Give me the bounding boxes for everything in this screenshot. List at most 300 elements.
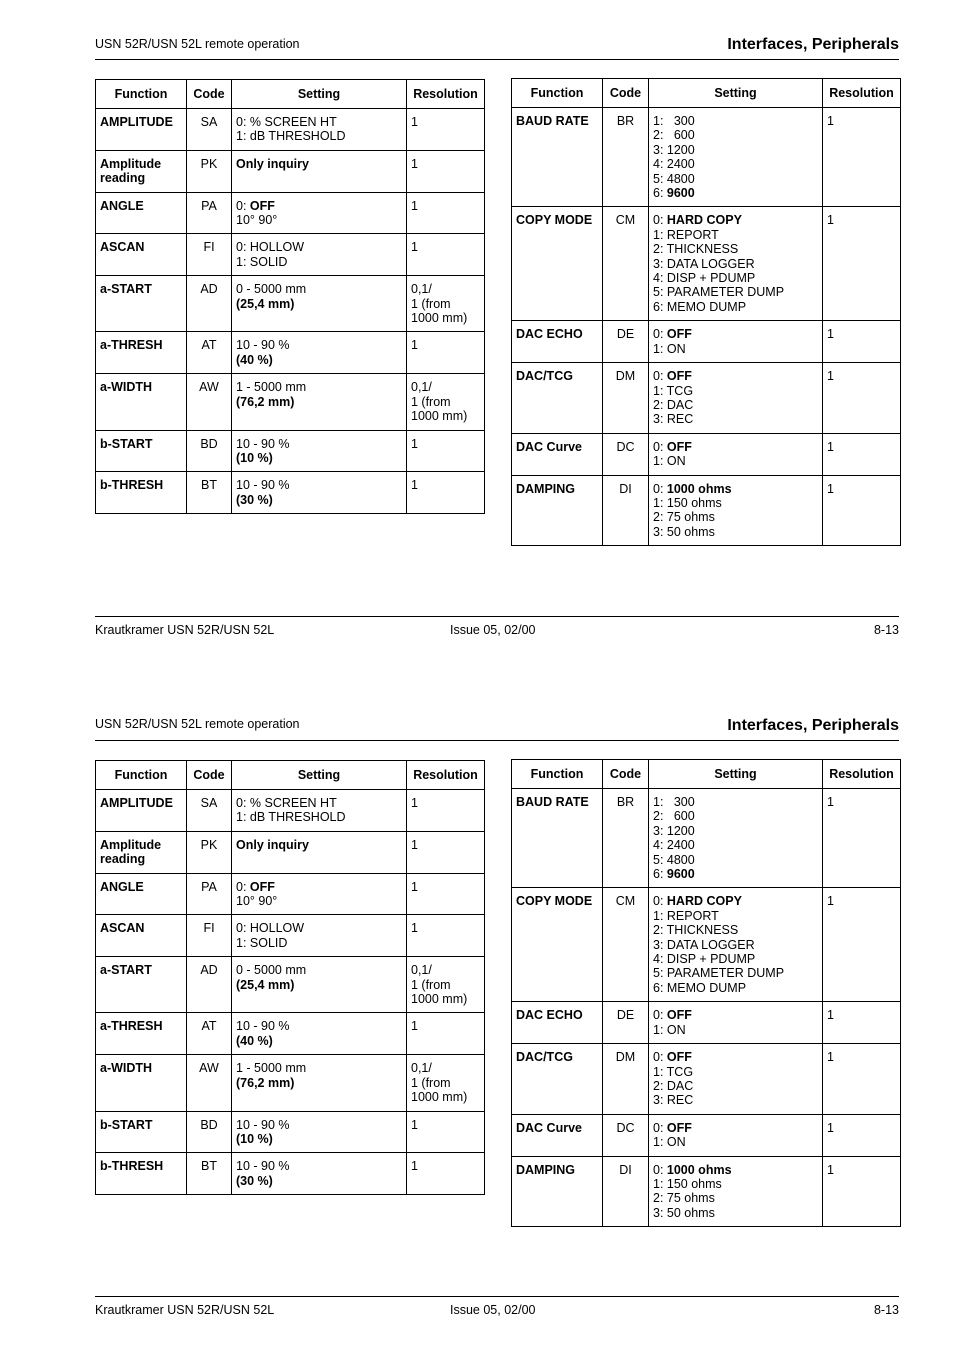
resolution-line: 1 [411,1159,418,1174]
page-top [0,0,954,675]
setting-line [236,478,402,492]
setting-text: 4: 2400 [653,157,695,172]
setting-text: 10° 90° [236,894,278,909]
setting-default-value: 1000 ohms [666,481,732,496]
table-row [512,1044,901,1115]
setting-line [653,482,818,496]
column-header-resolution: Resolution [407,80,485,109]
resolution-cell [823,108,901,207]
resolution-line: 1 [411,436,418,451]
function-code: PK [187,831,232,873]
table-row [512,1114,901,1156]
function-name: COPY MODE [512,888,603,1002]
setting-text: 2: DAC [653,1078,694,1093]
function-name: a-WIDTH [96,374,187,430]
footer-left: Krautkramer USN 52R/USN 52L [95,1303,275,1317]
setting-line [236,213,402,227]
function-name: a-THRESH [96,1013,187,1055]
header-rule [95,59,899,60]
setting-text: 1: SOLID [236,254,288,269]
function-code: DE [603,321,649,363]
footer-page-number: 8-13 [873,623,899,637]
resolution-cell [407,276,485,332]
setting-cell [232,915,407,957]
setting-text: 2: 600 [653,809,695,824]
resolution-line: 1 [411,796,418,810]
setting-text: 1: 150 ohms [653,495,722,510]
resolution-cell [407,472,485,514]
table-row [512,789,901,888]
setting-line [236,297,402,311]
function-code: FI [187,234,232,276]
function-name: b-START [96,430,187,472]
setting-text: 5: PARAMETER DUMP [653,966,785,981]
resolution-line: 1 [411,837,418,852]
column-header-function: Function [96,80,187,109]
resolution-cell [407,1055,485,1111]
resolution-line: 1 [827,894,834,909]
table-row [96,915,485,957]
resolution-cell [823,1044,901,1115]
resolution-cell [407,430,485,472]
function-name: a-THRESH [96,332,187,374]
setting-text: 1: 150 ohms [653,1176,722,1191]
setting-line [653,909,818,923]
setting-text: 1: dB THRESHOLD [236,810,346,825]
table-row [96,1013,485,1055]
setting-default-value: OFF [666,1050,692,1065]
function-code: DC [603,1114,649,1156]
setting-line [653,157,818,171]
resolution-cell [407,790,485,832]
setting-text: 0: [653,1008,667,1023]
resolution-cell [823,1156,901,1227]
header-left: USN 52R/USN 52L remote operation [95,37,300,51]
table-row [96,957,485,1013]
column-header-setting: Setting [649,79,823,108]
function-code: DC [603,433,649,475]
setting-cell [649,321,823,363]
resolution-line: 1 [411,115,418,129]
resolution-line: 1 [827,481,834,496]
setting-cell [649,1114,823,1156]
column-header-function: Function [96,761,187,790]
function-name: DAMPING [512,475,603,546]
setting-line [653,1065,818,1079]
setting-line [653,186,818,200]
column-header-code: Code [603,760,649,789]
column-header-resolution: Resolution [823,79,901,108]
setting-text: 2: 75 ohms [653,510,715,525]
setting-line [653,1191,818,1205]
setting-line [236,395,402,409]
function-code: SA [187,790,232,832]
setting-cell [649,433,823,475]
column-header-function: Function [512,760,603,789]
setting-line [653,172,818,186]
function-table-right [511,78,901,546]
setting-line [236,380,402,394]
setting-line [653,242,818,256]
setting-text: 10 - 90 % [236,1019,290,1034]
setting-text: 0 - 5000 mm [236,963,307,978]
setting-line [236,963,402,977]
page-bottom [0,680,954,1355]
setting-line [653,384,818,398]
resolution-cell [407,109,485,151]
setting-text: 10° 90° [236,213,278,228]
header-rule [95,740,899,741]
setting-line [653,1206,818,1220]
footer-page-number: 8-13 [873,1303,899,1317]
setting-cell [232,957,407,1013]
setting-line [653,510,818,524]
header-title: Interfaces, Peripherals [727,717,899,734]
setting-text: 10 - 90 % [236,338,290,353]
function-name: DAC Curve [512,433,603,475]
function-name [96,831,187,873]
setting-line [653,398,818,412]
setting-line [236,880,402,894]
column-header-resolution: Resolution [823,760,901,789]
table-row [512,363,901,434]
setting-text: 3: REC [653,1093,694,1108]
setting-cell [232,1153,407,1195]
setting-cell [232,109,407,151]
function-name: a-WIDTH [96,1055,187,1111]
setting-text: 0: [653,1050,667,1065]
setting-text: 0: HOLLOW [236,240,305,255]
setting-text: 6: MEMO DUMP [653,980,747,995]
setting-default-value: OFF [666,327,692,342]
setting-line [236,1132,402,1146]
setting-default-value: OFF [666,369,692,384]
setting-default-value: 9600 [666,186,695,201]
setting-text: 3: 50 ohms [653,1205,715,1220]
function-code: CM [603,888,649,1002]
setting-text: 3: 1200 [653,142,695,157]
setting-default-value: OFF [666,439,692,454]
resolution-cell [823,321,901,363]
setting-text: 3: 50 ohms [653,524,715,539]
function-name: AMPLITUDE [96,790,187,832]
resolution-line: 1 (from [411,977,451,992]
table-row [96,192,485,234]
function-name: DAC Curve [512,1114,603,1156]
function-code: DM [603,363,649,434]
resolution-line: 0,1/ [411,963,432,978]
column-header-setting: Setting [232,761,407,790]
resolution-cell [823,363,901,434]
function-code: PK [187,150,232,192]
setting-cell [232,276,407,332]
setting-line [653,369,818,383]
column-header-code: Code [603,79,649,108]
setting-text: 1: dB THRESHOLD [236,129,346,144]
setting-default-value: 1000 ohms [666,1162,732,1177]
setting-text: 2: THICKNESS [653,242,739,257]
function-code: AD [187,957,232,1013]
setting-line [653,525,818,539]
setting-line [653,440,818,454]
setting-text: 1: REPORT [653,908,719,923]
setting-text: 0: [653,439,667,454]
table-row [96,831,485,873]
setting-line [653,271,818,285]
table-row [96,1111,485,1153]
setting-cell [649,1156,823,1227]
table-row [96,430,485,472]
setting-text: 1 - 5000 mm [236,1061,307,1076]
function-name [96,150,187,192]
setting-default-value: (30 %) [236,492,273,507]
setting-text: 1: TCG [653,383,694,398]
function-name: BAUD RATE [512,789,603,888]
function-name: DAC/TCG [512,363,603,434]
setting-line [653,795,818,809]
setting-cell [232,150,407,192]
function-code: BD [187,430,232,472]
resolution-line: 1 [411,156,418,171]
function-code: DM [603,1044,649,1115]
setting-line [653,1163,818,1177]
resolution-line: 1 [827,1050,834,1065]
resolution-line: 1 [827,369,834,384]
footer-left: Krautkramer USN 52R/USN 52L [95,623,275,637]
table-row [512,433,901,475]
setting-line [653,285,818,299]
setting-text: 1: TCG [653,1064,694,1079]
setting-cell [232,234,407,276]
setting-text: 2: DAC [653,397,694,412]
setting-line [653,838,818,852]
setting-line [236,157,402,171]
resolution-line: 1000 mm) [411,409,468,424]
setting-default-value: (40 %) [236,352,273,367]
resolution-cell [823,475,901,546]
setting-line [653,496,818,510]
function-name: a-START [96,957,187,1013]
function-name-part: Amplitude [100,156,162,171]
setting-line [236,936,402,950]
setting-cell [649,888,823,1002]
table-row [512,321,901,363]
setting-cell [649,1002,823,1044]
column-header-function: Function [512,79,603,108]
resolution-cell [823,433,901,475]
footer-rule [95,1296,899,1297]
resolution-cell [407,192,485,234]
setting-line [653,228,818,242]
setting-cell [232,332,407,374]
setting-line [236,129,402,143]
setting-text: 4: DISP + PDUMP [653,271,756,286]
header-title: Interfaces, Peripherals [727,36,899,53]
setting-text: 3: 1200 [653,823,695,838]
setting-text: 2: 600 [653,128,695,143]
table-row [96,472,485,514]
resolution-line: 1 (from [411,394,451,409]
setting-text: 0 - 5000 mm [236,282,307,297]
setting-text: 0: % SCREEN HT [236,115,337,129]
setting-default-value: (76,2 mm) [236,394,295,409]
table-row [96,150,485,192]
table-header-row [96,80,485,109]
setting-text: 0: [236,879,250,894]
resolution-cell [407,234,485,276]
setting-line [653,1121,818,1135]
table-row [96,873,485,915]
function-code: AT [187,1013,232,1055]
setting-default-value: OFF [249,879,275,894]
resolution-cell [823,888,901,1002]
setting-line [653,894,818,908]
resolution-cell [823,789,901,888]
function-code: PA [187,192,232,234]
table-row [512,475,901,546]
setting-default-value: (10 %) [236,1131,273,1146]
setting-cell [232,790,407,832]
setting-default-value: OFF [249,198,275,213]
setting-cell [232,374,407,430]
function-code: AW [187,374,232,430]
setting-cell [649,1044,823,1115]
table-row [512,1002,901,1044]
resolution-cell [407,915,485,957]
resolution-line: 1 [827,114,834,128]
resolution-cell [407,1013,485,1055]
resolution-line: 1 [411,879,418,894]
setting-line [236,1174,402,1188]
setting-text: 1: 300 [653,114,695,128]
setting-line [653,114,818,128]
setting-text: 0: [653,1120,667,1135]
setting-line [653,923,818,937]
setting-text: 10 - 90 % [236,436,290,451]
function-code: BR [603,789,649,888]
setting-line [236,1034,402,1048]
function-code: BT [187,1153,232,1195]
resolution-line: 1000 mm) [411,992,468,1007]
setting-line [236,1076,402,1090]
table-row [96,374,485,430]
setting-text: 5: 4800 [653,852,695,867]
setting-line [653,809,818,823]
setting-cell [232,1111,407,1153]
setting-text: 0: [653,1162,667,1177]
setting-text: 1: SOLID [236,935,288,950]
setting-text: 5: 4800 [653,171,695,186]
setting-text: 0: HOLLOW [236,921,305,936]
setting-line [653,1093,818,1107]
setting-default-value: HARD COPY [666,213,742,228]
setting-line [653,300,818,314]
setting-line [653,1079,818,1093]
function-code: CM [603,207,649,321]
table-row [512,1156,901,1227]
setting-text: 10 - 90 % [236,1117,290,1132]
table-row [512,888,901,1002]
setting-line [653,981,818,995]
resolution-line: 0,1/ [411,380,432,395]
setting-line [653,853,818,867]
setting-line [236,1159,402,1173]
resolution-cell [407,873,485,915]
setting-line [236,1118,402,1132]
setting-default-value: (25,4 mm) [236,977,295,992]
setting-cell [232,192,407,234]
resolution-line: 1 [411,240,418,255]
setting-text: 0: [653,213,667,228]
resolution-line: 1 [827,213,834,228]
setting-default-value: (40 %) [236,1033,273,1048]
setting-line [236,493,402,507]
setting-line [653,342,818,356]
table-row [512,108,901,207]
setting-line [236,921,402,935]
function-name: b-START [96,1111,187,1153]
function-table-left [95,760,485,1195]
table-row [96,109,485,151]
setting-line [653,128,818,142]
setting-default-value: (76,2 mm) [236,1075,295,1090]
resolution-cell [407,332,485,374]
header-left: USN 52R/USN 52L remote operation [95,717,300,731]
function-name: DAC/TCG [512,1044,603,1115]
setting-default-value: 9600 [666,867,695,882]
table-row [96,790,485,832]
setting-default-value: OFF [666,1120,692,1135]
function-code: AW [187,1055,232,1111]
resolution-cell [407,1111,485,1153]
setting-text: 0: [653,481,667,496]
resolution-cell [823,1002,901,1044]
table-row [96,234,485,276]
resolution-line: 1 [411,1019,418,1034]
setting-cell [232,1055,407,1111]
function-code: SA [187,109,232,151]
column-header-setting: Setting [649,760,823,789]
table-row [96,1153,485,1195]
setting-default-value: Only inquiry [236,837,309,852]
table-header-row [96,761,485,790]
function-code: DI [603,475,649,546]
setting-text: 0: [653,369,667,384]
setting-cell [649,363,823,434]
setting-line [653,412,818,426]
table-header-row [512,760,901,789]
function-name: b-THRESH [96,1153,187,1195]
setting-text: 0: [653,327,667,342]
setting-line [653,824,818,838]
function-name: ANGLE [96,192,187,234]
setting-line [236,838,402,852]
setting-text: 3: DATA LOGGER [653,256,755,271]
footer-rule [95,616,899,617]
setting-cell [232,1013,407,1055]
setting-line [236,115,402,129]
function-code: DE [603,1002,649,1044]
function-table-left [95,79,485,514]
resolution-line: 1 [827,1120,834,1135]
setting-cell [232,472,407,514]
function-name-part: reading [100,171,146,186]
setting-cell [232,873,407,915]
setting-text: 1: 300 [653,795,695,809]
setting-line [653,952,818,966]
setting-line [236,240,402,254]
resolution-line: 1000 mm) [411,311,468,326]
